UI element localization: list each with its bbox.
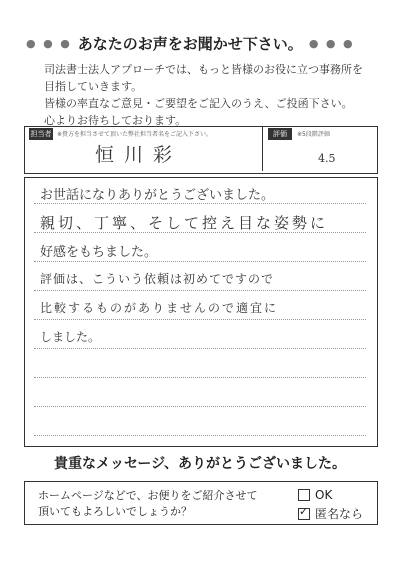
anonymous-checkbox[interactable] [298,508,310,520]
staff-note: ※貴方を担当させて頂いた弊社担当者名をご記入下さい。 [57,131,213,138]
permission-line: ホームページなどで、お便りをご紹介させて [38,489,258,502]
staff-name-field[interactable]: 恒川彩 [95,144,183,166]
page-title: あなたのお声をお聞かせ下さい。 [77,34,303,53]
comment-line: お世話になりありがとうございました。 [40,188,275,203]
evaluation-label: 評価 [268,128,292,140]
decorative-dots-left: ● ● ● [26,36,72,50]
intro-text [44,61,374,129]
evaluation-note: ※5段階評価 [297,131,330,138]
ruled-line [34,261,366,262]
comment-line: 比較するものがありませんので適宜に [40,301,279,315]
ok-option[interactable] [298,488,332,502]
form-header [26,32,376,54]
form-divider [262,127,263,171]
comment-line: 評価は、こういう依頼は初めてですので [40,272,275,286]
comment-line: しました。 [40,330,101,344]
staff-label: 担当者 [30,130,52,138]
ruled-line [34,290,366,291]
ruled-line [34,203,366,204]
ruled-line [34,348,366,349]
permission-question [38,488,258,520]
comment-line: 好感をもちました。 [40,245,158,260]
thanks-message: 貴重なメッセージ、ありがとうございました。 [53,456,347,472]
intro-line: 皆様の率直なご意見・ご要望をご記入のうえ、ご投函下さい。 [44,97,353,110]
decorative-dots-right: ● ● ● [308,36,355,50]
permission-line: 頂いてもよろしいでしょうか？ [38,505,192,518]
ruled-line [34,406,366,407]
comment-line: 親切、丁寧、そして控え目な姿勢に [40,214,329,232]
ruled-line [34,319,366,320]
intro-line: 目指していきます。 [44,80,143,93]
evaluation-field[interactable]: 4.5 [318,152,336,165]
ruled-line [34,435,366,436]
ok-label: OK [315,488,333,502]
anonymous-label: 匿名なら [315,507,364,521]
anonymous-option[interactable] [298,505,363,522]
intro-line: 心よりお待ちしております。 [44,114,187,127]
ruled-line [34,377,366,378]
ok-checkbox[interactable] [298,489,310,501]
intro-line: 司法書士法人アプローチでは、もっと皆様のお役に立つ事務所を [44,63,363,76]
